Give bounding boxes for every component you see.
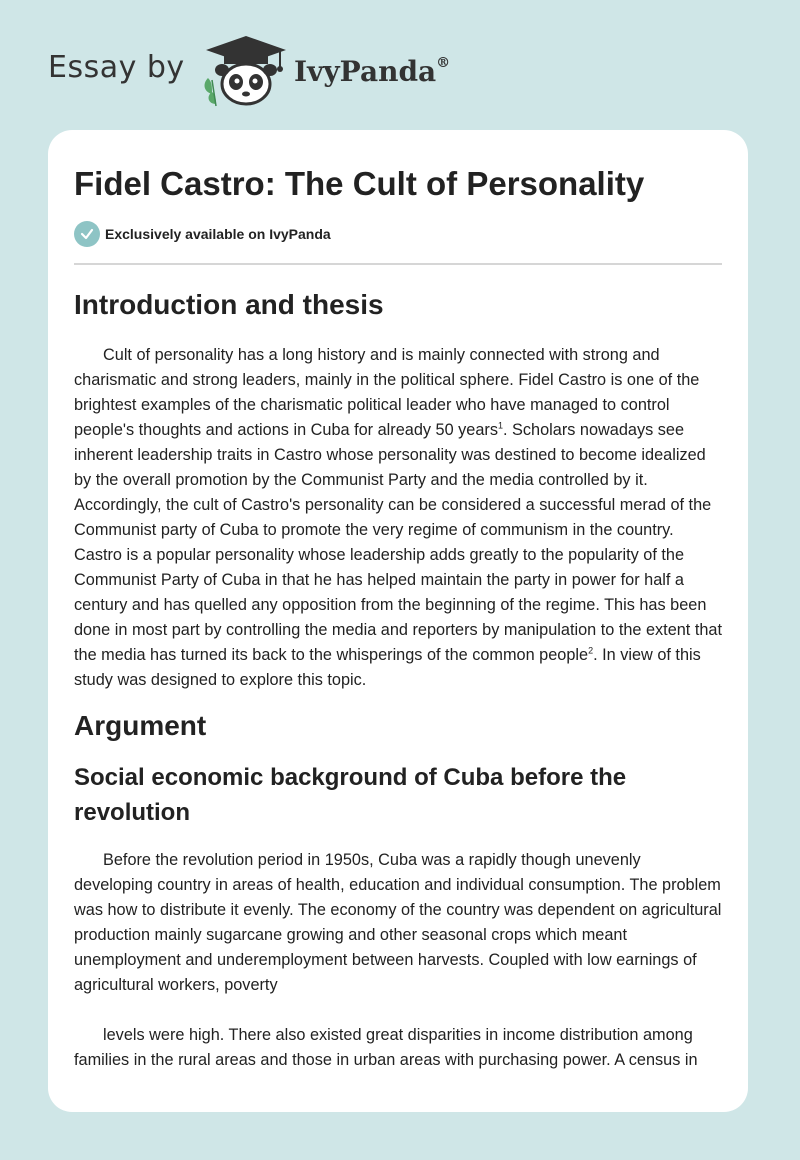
site-header xyxy=(0,0,800,130)
section-heading-argument: Argument xyxy=(74,710,207,741)
availability-badge xyxy=(74,220,722,248)
subsection-heading: Social economic background of Cuba before the revolution xyxy=(74,764,627,826)
paragraph-argument-1: Before the revolution period in 1950s, Cuba was a rapidly though unevenly developing country in areas of health, education and individual consumption. The problem was how to distribute it evenly. The economy of the country was dependent on agricultural production mainly sugarcane growing and other seasonal crops which meant unemployment and underemployment between harvests. Coupled with low earnings of agricultural workers, poverty xyxy=(74,851,722,994)
brand-prefix: Essay by xyxy=(48,50,185,85)
brand-name[interactable]: IvyPanda® xyxy=(294,54,451,88)
badge-label: Exclusively available on IvyPanda xyxy=(105,226,331,242)
essay-title: Fidel Castro: The Cult of Personality xyxy=(74,165,645,202)
footnote-ref-1[interactable]: 1 xyxy=(497,420,503,431)
panda-logo-icon[interactable] xyxy=(200,34,292,108)
footnote-ref-2[interactable]: 2 xyxy=(588,645,594,656)
paragraph-introduction: Cult of personality has a long history and is mainly connected with strong and charismatic and strong leaders, mainly in the political sphere. Fidel Castro is one of the brightest examples of the charismatic political leader who have managed to control people's thoughts and actions in Cuba for already 50 years$^1$. Scholars nowadays see inherent leadership traits in Castro whose personality was destined to become idealized by the overall promotion by the Communist Party and the media controlled by it. Accordingly, the cult of Castro's personality can be considered a successful merad of the Communist party of Cuba to promote the very regime of communism in the country. Castro is a popular personality whose leadership adds greatly to the popularity of the Communist Party of Cuba in that he has helped maintain the party in power for half a century and has quelled any opposition from the beginning of the regime. This has been done in most part by controlling the media and reporters by manipulation to the extent that the media has turned its back to the whisperings of the common people$^2$. In view of this study was designed to explore this topic. xyxy=(74,346,723,689)
check-icon xyxy=(74,221,100,247)
title-divider xyxy=(74,263,722,265)
paragraph-argument-2: levels were high. There also existed great disparities in income distribution among families in the rural areas and those in urban areas with purchasing power. A census in xyxy=(74,1026,698,1069)
section-heading-introduction: Introduction and thesis xyxy=(74,289,384,320)
essay-card xyxy=(48,130,748,1112)
